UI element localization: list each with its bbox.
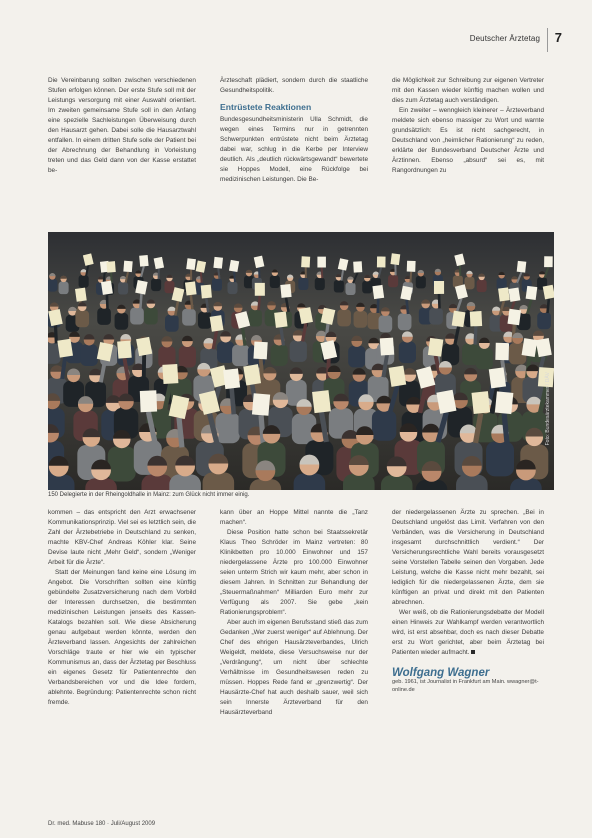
delegate-body — [151, 278, 161, 291]
delegate-body — [141, 475, 173, 490]
paragraph: der niedergelassenen Ärzte zu sprechen. „Bei in Deutschland ungelöst das Limit. Verfahren von den Verbänden, was die Versicherung in Deutschland insgesamt durchschnittlich verdient.“ Der Versicherungsrechtliche Wahl bereits vorausgesetzt seine Vorstellen Tabelle seinen den Vorgaben. Jede Leistung, welche die Kasse nicht mehr bezahlt, sei lediglich für die niedergelassenen Ärzte, dem sie künftigen an privat und direkt mit den Patienten abrechnen. — [392, 509, 544, 606]
voting-card — [407, 261, 416, 272]
raised-arm — [179, 418, 182, 448]
voting-card — [101, 281, 113, 295]
voting-card — [508, 288, 520, 302]
delegate-body — [388, 275, 398, 288]
raised-arm — [407, 300, 408, 315]
voting-card — [312, 390, 331, 413]
photo-caption: 150 Delegierte in der Rheingoldhalle in Mainz: zum Glück nicht immer einig. — [48, 492, 250, 498]
voting-card — [495, 391, 513, 414]
article-column-3-top — [392, 76, 544, 216]
delegate-body — [294, 473, 326, 490]
raised-arm — [232, 388, 234, 414]
delegate-body — [169, 474, 201, 490]
voting-card — [280, 284, 291, 298]
delegate-body — [486, 441, 514, 476]
delegate-body — [270, 275, 280, 288]
voting-card — [507, 309, 521, 325]
running-head: Deutscher Ärztetag — [469, 34, 540, 43]
delegate-body — [115, 313, 129, 330]
delegate-body — [182, 309, 196, 326]
raised-arm — [218, 268, 219, 279]
voting-card — [517, 261, 527, 273]
voting-card — [495, 343, 509, 360]
delegate-body — [165, 315, 179, 332]
voting-card — [452, 311, 466, 328]
page-number: 7 — [554, 30, 562, 45]
delegate-body — [81, 344, 98, 366]
raised-arm — [410, 272, 411, 283]
raised-arm — [259, 296, 260, 311]
voting-card — [489, 367, 506, 388]
voting-card — [544, 256, 553, 267]
paragraph: Bundesgesundheitsministerin Ulla Schmidt, die wegen eines Termins nur in getrennten Schwerpunkten entrüstete nicht beim Ärztetag dabei war, schlug in die Kerbe per Interview deutlich. Als „deutlich rückwärtsgewandt“ bewertete sie Hoppes Modell, eine Rückfolge bei medizinischen Leistungen. Die Be- — [220, 116, 368, 183]
voting-card — [185, 281, 197, 295]
paragraph: Statt der Meinungen fand keine eine Lösung im Angebot. Die Vorschriften sollten eine künftig gebündelte Zusatzversicherung nach dem Vorbild der Interessen durchsetzen, die bestimmten medizinischen Leistungen jenseits des Kassen-Katalogs bezahlen soll. Wie diese Absicherung genau aufgebaut werden könnte, werden den Ärzteverband lassen. Angesichts der zahlreichen Vorschläge traute er hier wie ein typischer Kommunismus an, dass der Ärztetag per Beschluss ein eigenes Gesetz für Patientenrechte den Verbandsbereichen vor und die Idee fordern, ablehnte. Begründung: Patientenrechte schon nicht fremde. — [48, 569, 196, 706]
voting-card — [139, 255, 148, 267]
page-footer: Dr. med. Mabuse 180 · Juli/August 2009 — [48, 821, 156, 827]
delegate-body — [144, 307, 158, 324]
article-column-3-bottom — [392, 508, 544, 808]
delegate-body — [118, 282, 128, 295]
voting-card — [380, 338, 394, 356]
voting-card — [522, 338, 538, 357]
delegate-body — [59, 282, 69, 295]
voting-card — [123, 261, 132, 272]
paragraph: kommen – das entspricht den Arzt erwachsener Kommunikationsprinzip. Viel sei es letztlich sein, die Zahl der Ärztebetriebe in Deutschland zu senken, machte KBV-Chef Andreas Köhler klar. Seine Devise laute nicht „Mehr Geld“, sondern „Weniger Arbeit für die Ärzte“. — [48, 509, 196, 566]
voting-card — [75, 288, 87, 302]
delegate-body — [343, 474, 375, 490]
voting-card — [213, 257, 223, 269]
section-heading: Entrüstete Reaktionen — [220, 102, 312, 112]
voting-card — [223, 368, 240, 389]
voting-card — [201, 285, 212, 299]
delegate-body — [476, 348, 493, 370]
delegate-body — [290, 340, 307, 362]
raised-arm — [234, 271, 235, 282]
raised-arm — [140, 294, 141, 309]
delegate-body — [48, 279, 57, 292]
delegate-body — [456, 475, 488, 490]
delegate-body — [217, 341, 234, 363]
raised-arm — [378, 298, 379, 313]
voting-card — [353, 261, 362, 272]
delegate-body — [315, 278, 325, 291]
raised-arm — [322, 267, 323, 278]
paragraph: die Möglichkeit zur Schreibung zur eigenen Vertreter mit den Kassen wieder künftig machen wollen und dies zum Ärztetag auch verständigen. — [392, 77, 544, 104]
voting-card — [106, 261, 115, 272]
delegate-body — [362, 281, 372, 294]
raised-arm — [261, 359, 263, 381]
paragraph-text: Wer weiß, ob die Rationierungsdebatte der Modell einen Hinweis zur Wahlkampf werden verantwortlich wird, ist erst absehbar, doch es nach dieser Debatte erst zu Wort gerichtet, aber beim Ärztetag bei Patienten wieder aufmacht. — [392, 609, 544, 656]
voting-card — [317, 257, 326, 268]
delegate-body — [75, 310, 89, 327]
raised-arm — [261, 415, 263, 445]
voting-card — [372, 285, 384, 299]
raised-arm — [460, 265, 461, 276]
header-divider — [547, 28, 548, 52]
delegate-body — [130, 307, 144, 324]
delegate-body — [215, 413, 239, 444]
voting-card — [253, 342, 267, 360]
delegate-body — [164, 281, 174, 294]
raised-arm — [547, 299, 548, 314]
voting-card — [117, 341, 132, 359]
delegate-body — [416, 276, 426, 289]
article-column-2-top — [220, 76, 368, 216]
delegate-body — [354, 311, 368, 328]
paragraph: Ein zweiter – wenngleich kleinerer – Ärzteverband meldete sich ebenso massiger zu Wort und warnte grundsätzlich: Es ist nicht sachgerecht, in Deutschland von „heimlicher Rationierung“ zu reden, erklärte der Bundesverband Deutscher Ärzte und Ärztinnen. Ebenso „absurd“ sei es, mit Rangordnungen zu — [392, 107, 544, 174]
paragraph: Diese Position hatte schon bei Staatssekretär Klaus Theo Schröder im Mainz vertreten: 80 Klinikbetten pro 10.000 Einwohner und 157 niedergelassene Ärzte pro 100.000 Einwohner seien unterm Strich wir kaum mehr, aber schon in diesem Jahren. In Schnitten zur Behandlung der „Steuermaßnahmen“ Milliarden Euro mehr zur Verfügung als 2007. Sie gebe „kein Rationierungsproblem“. — [220, 529, 368, 616]
end-of-article-mark — [471, 650, 475, 654]
voting-card — [274, 312, 287, 328]
delegate-body — [337, 309, 351, 326]
delegate-body — [372, 410, 396, 441]
voting-card — [526, 286, 538, 300]
voting-card — [389, 366, 407, 387]
delegate-body — [79, 275, 89, 288]
voting-card — [470, 311, 482, 327]
voting-card — [471, 391, 490, 414]
delegates-photo — [48, 232, 554, 490]
author-bio: geb. 1961, ist Journalist in Frankfurt am Main. wwagner@t-online.de — [392, 679, 539, 693]
delegate-body — [227, 281, 237, 294]
paragraph: Ärzteschaft plädiert, sondern durch die staatliche Gesundheitspolitik. — [220, 77, 368, 94]
paragraph — [392, 608, 544, 658]
delegate-body — [429, 308, 443, 325]
voting-card — [243, 364, 261, 385]
raised-arm — [504, 413, 507, 443]
paragraph: kann über an Hoppe Mittel nannte die „Tanz machen“. — [220, 509, 368, 526]
delegate-body — [345, 282, 355, 295]
delegate-body — [348, 346, 365, 368]
paragraph: Aber auch im eigenen Berufsstand stieß das zum Gedanken „Wer zuerst weniger“ auf Ablehnung. Der Chef des ehrigen Hausärzteverbandes, Ulrich Weigeldt, meldete, diese Versuchsweise nur der „Verdrängung“, um nicht über schlechte Verhältnisse im Gesundheitswesen reden zu müssen. Hoppes Rede fand er „grenzwertig“. Der Hausärzte-Chef hat auch deshalb sauer, weil sich sein Innerste Ärzteverband für den Hausärzteverband — [220, 619, 368, 716]
voting-card — [255, 283, 265, 296]
delegate-body — [48, 475, 75, 490]
delegate-body — [232, 345, 249, 367]
delegate-body — [464, 277, 474, 290]
voting-card — [377, 256, 386, 267]
voting-card — [301, 256, 310, 267]
delegate-body — [398, 313, 412, 330]
raised-arm — [201, 272, 202, 283]
voting-card — [57, 339, 73, 358]
photo-credit: Foto: Bundesärztekammer / DÄV — [545, 372, 551, 446]
delegate-body — [399, 342, 416, 364]
delegate-body — [270, 344, 287, 366]
voting-card — [186, 258, 196, 270]
crowd-illustration — [48, 232, 554, 490]
voting-card — [252, 393, 270, 416]
delegate-body — [334, 280, 344, 293]
voting-card — [390, 253, 400, 265]
delegate-body — [198, 312, 212, 329]
delegate-body — [381, 475, 413, 490]
voting-card — [498, 287, 510, 301]
raised-arm — [104, 272, 105, 283]
article-column-1-bottom — [48, 508, 196, 808]
voting-card — [434, 281, 444, 294]
author-name: Wolfgang Wagner — [392, 667, 490, 679]
delegate-body — [97, 308, 111, 325]
delegate-body — [203, 472, 235, 490]
raised-arm — [55, 325, 56, 343]
delegate-body — [108, 446, 136, 481]
delegate-body — [537, 312, 551, 329]
delegate-body — [298, 277, 308, 290]
delegate-body — [477, 280, 487, 293]
voting-card — [140, 390, 157, 412]
voting-card — [210, 315, 224, 332]
voting-card — [162, 364, 178, 384]
paragraph: Die Vereinbarung sollten zwischen verschiedenen Stufen erfolgen können. Der erste Stufe soll mit der Leistungs versorgung mit einer Auswahl orientiert. Im zweiten gemeinsame Stufe soll in den Anfang eine spezielle Sachleistungen Überweisung durch den Hausarzt gehen. Dabei solle die Hausarztwahl entfallen. In einem dritten Stufe solle der Patient bei der Abrechnung der Behandlung in Vorleistung treten und das Geld dann von der Kasse erstattet be- — [48, 77, 196, 174]
raised-arm — [191, 295, 193, 310]
voting-card — [428, 338, 443, 357]
raised-arm — [107, 294, 108, 309]
article-column-2-bottom — [220, 508, 368, 808]
delegate-body — [248, 309, 262, 326]
delegate-body — [379, 315, 393, 332]
article-column-1-top — [48, 76, 196, 216]
delegate-body — [179, 346, 196, 368]
delegate-body — [212, 278, 222, 291]
raised-arm — [475, 326, 476, 344]
